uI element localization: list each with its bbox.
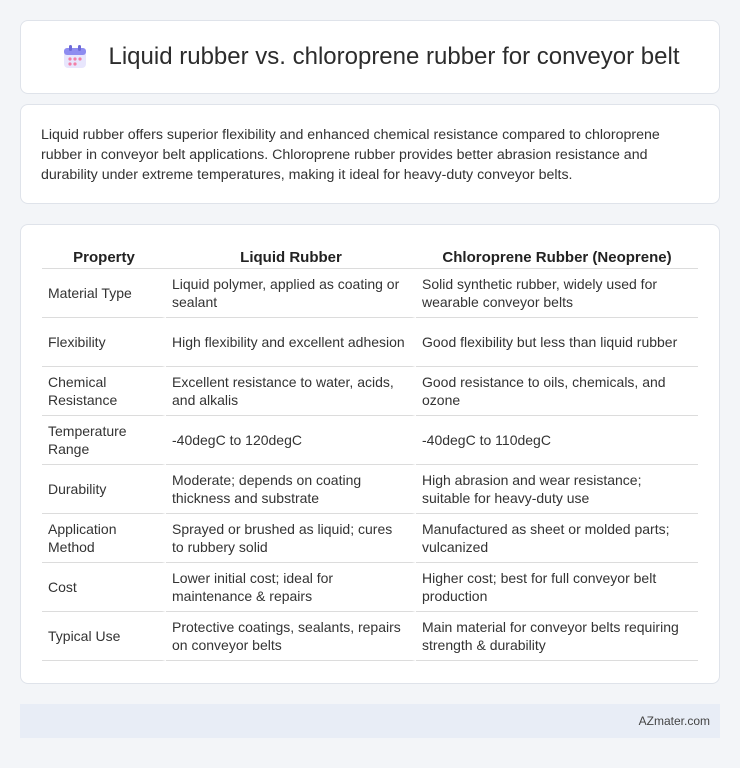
table-header-row [42,245,698,269]
cell-property: Flexibility [42,318,166,367]
calendar-icon [61,43,89,71]
cell-chloroprene-rubber: -40degC to 110degC [416,416,698,465]
cell-property: Durability [42,465,166,514]
table-row [42,318,698,367]
cell-liquid-rubber: Sprayed or brushed as liquid; cures to rubbery solid [166,514,416,563]
table-row [42,465,698,514]
cell-liquid-rubber: -40degC to 120degC [166,416,416,465]
footer [20,704,720,738]
header-property: Property [42,245,166,269]
cell-chloroprene-rubber: Solid synthetic rubber, widely used for wearable conveyor belts [416,269,698,318]
cell-property: Typical Use [42,612,166,661]
table-row [42,269,698,318]
cell-chloroprene-rubber: Manufactured as sheet or molded parts; vulcanized [416,514,698,563]
header-liquid-rubber: Liquid Rubber [166,245,416,269]
comparison-table-card [20,224,720,684]
page-title: Liquid rubber vs. chloroprene rubber for conveyor belt [108,43,680,70]
title-card [20,20,720,94]
summary-text: Liquid rubber offers superior flexibility and enhanced chemical resistance compared to chloroprene rubber in conveyor belt applications. Chloroprene rubber provides better abrasion resistance and durability under extreme temperatures, making it ideal for heavy-duty conveyor belts. [41,127,660,183]
cell-chloroprene-rubber: High abrasion and wear resistance; suitable for heavy-duty use [416,465,698,514]
table-row [42,612,698,661]
footer-site-link[interactable]: AZmater.com [638,714,710,728]
cell-property: Application Method [42,514,166,563]
cell-property: Cost [42,563,166,612]
table-row [42,514,698,563]
cell-liquid-rubber: Protective coatings, sealants, repairs on conveyor belts [166,612,416,661]
cell-chloroprene-rubber: Main material for conveyor belts requiring strength & durability [416,612,698,661]
cell-liquid-rubber: Excellent resistance to water, acids, and alkalis [166,367,416,416]
summary-card [20,104,720,204]
cell-chloroprene-rubber: Good resistance to oils, chemicals, and ozone [416,367,698,416]
cell-chloroprene-rubber: Good flexibility but less than liquid rubber [416,318,698,367]
header-chloroprene-rubber: Chloroprene Rubber (Neoprene) [416,245,698,269]
cell-liquid-rubber: Lower initial cost; ideal for maintenance & repairs [166,563,416,612]
cell-liquid-rubber: Liquid polymer, applied as coating or sealant [166,269,416,318]
comparison-table [42,245,698,661]
cell-property: Chemical Resistance [42,367,166,416]
table-row [42,416,698,465]
cell-property: Material Type [42,269,166,318]
cell-property: Temperature Range [42,416,166,465]
table-row [42,367,698,416]
cell-liquid-rubber: High flexibility and excellent adhesion [166,318,416,367]
cell-liquid-rubber: Moderate; depends on coating thickness and substrate [166,465,416,514]
table-row [42,563,698,612]
cell-chloroprene-rubber: Higher cost; best for full conveyor belt production [416,563,698,612]
